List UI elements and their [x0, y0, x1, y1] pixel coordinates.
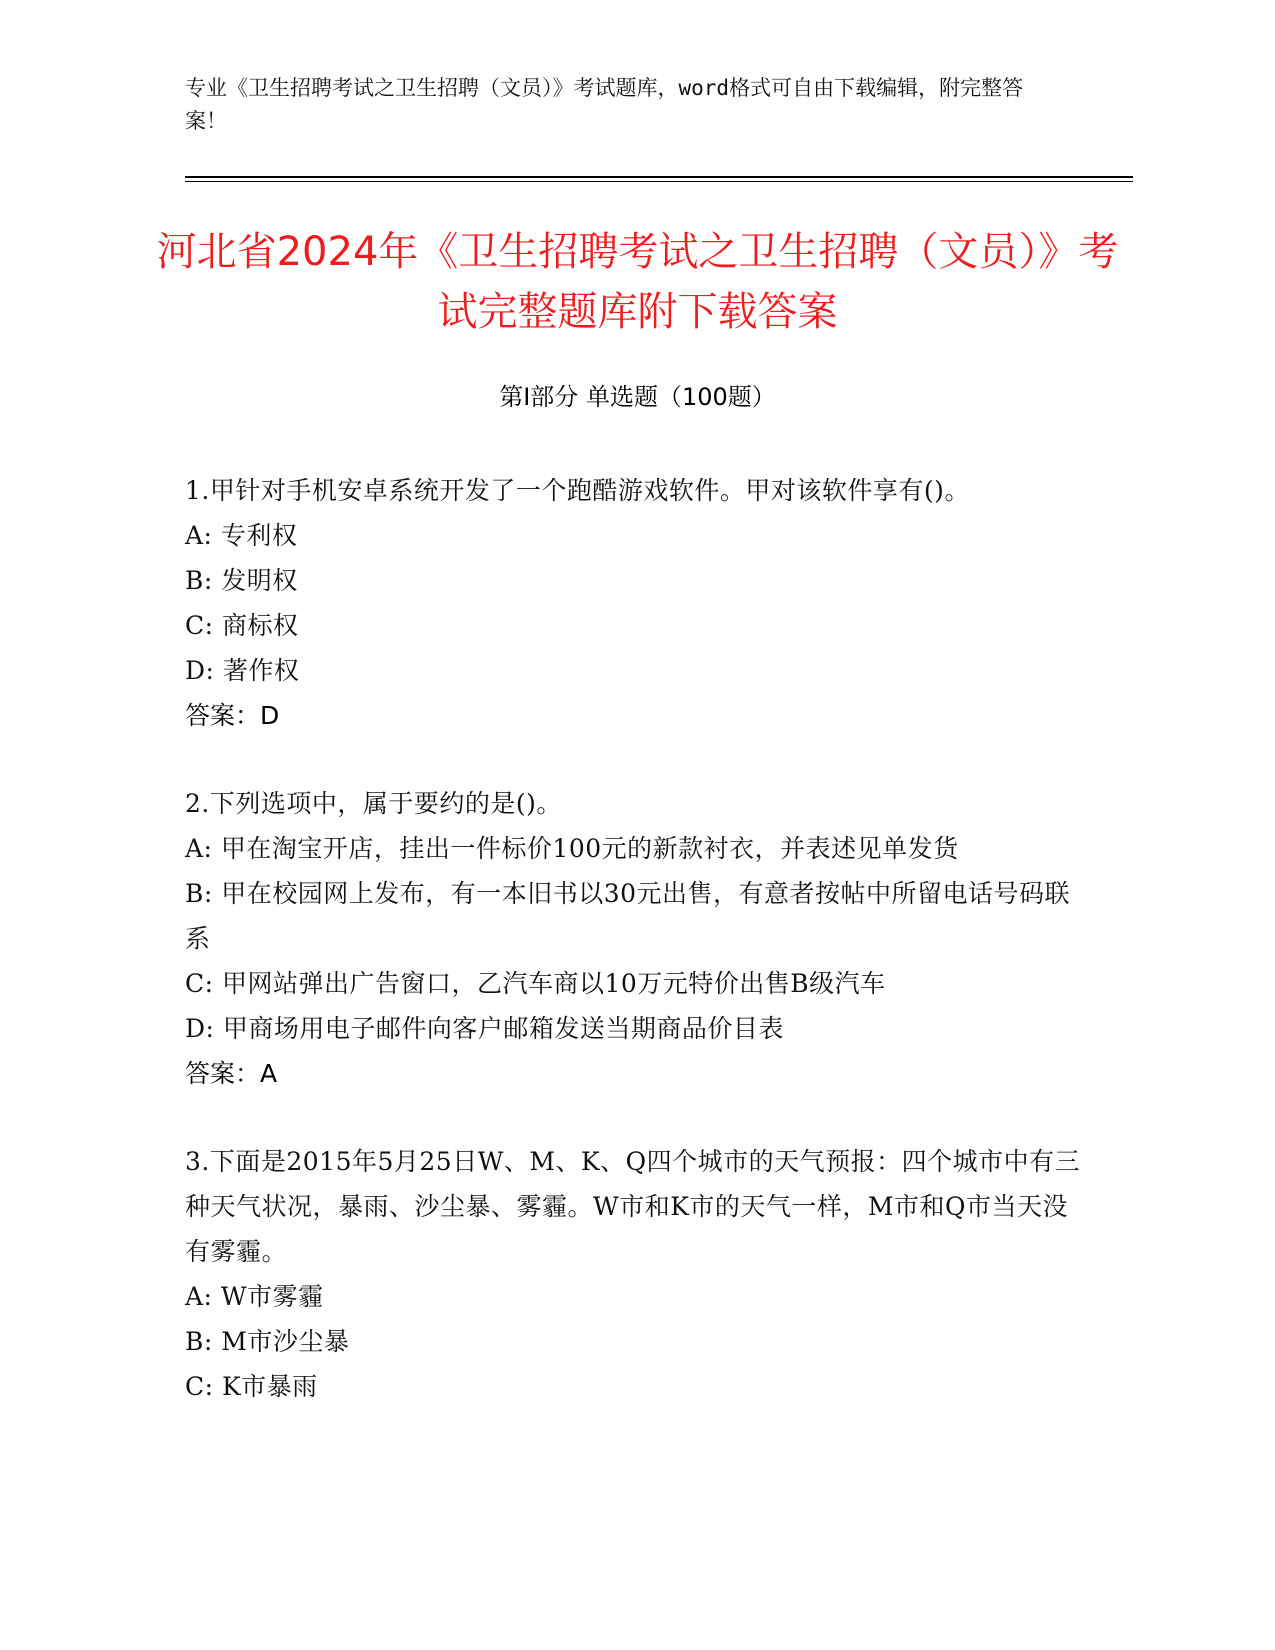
- answer: 答案：A: [185, 1059, 278, 1088]
- header-rule-thin: [185, 181, 1133, 182]
- option-a: A: 甲在淘宝开店，挂出一件标价100元的新款衬衣，并表述见单发货: [185, 834, 959, 863]
- question-stem: 1.甲针对手机安卓系统开发了一个跑酷游戏软件。甲对该软件享有()。: [185, 476, 970, 505]
- option-d: D: 著作权: [185, 656, 300, 685]
- question-stem: 3.下面是2015年5月25日W、M、K、Q四个城市的天气预报：四个城市中有三种天气状况，暴雨、沙尘暴、雾霾。W市和K市的天气一样，M市和Q市当天没有雾霾。: [185, 1147, 1081, 1266]
- header-rule-thick: [185, 176, 1133, 178]
- question-list: [185, 468, 1085, 1452]
- section-title: 第I部分 单选题（100题）: [499, 383, 776, 411]
- option-c: C: 甲网站弹出广告窗口，乙汽车商以10万元特价出售B级汽车: [185, 969, 886, 998]
- question-2: [185, 781, 1085, 1096]
- question-1: [185, 468, 1085, 738]
- option-c: C: 商标权: [185, 611, 299, 640]
- question-stem: 2.下列选项中，属于要约的是()。: [185, 789, 562, 818]
- option-d: D: 甲商场用电子邮件向客户邮箱发送当期商品价目表: [185, 1014, 784, 1043]
- option-b: B: M市沙尘暴: [185, 1327, 350, 1356]
- document-title: 河北省2024年《卫生招聘考试之卫生招聘（文员）》考试完整题库附下载答案: [156, 229, 1119, 335]
- header-note: 专业《卫生招聘考试之卫生招聘（文员）》考试题库，word格式可自由下载编辑，附完整答案！: [185, 76, 1024, 133]
- option-a: A: W市雾霾: [185, 1282, 324, 1311]
- option-a: A: 专利权: [185, 521, 298, 550]
- option-b: B: 发明权: [185, 566, 298, 595]
- option-c: C: K市暴雨: [185, 1372, 318, 1401]
- option-b: B: 甲在校园网上发布，有一本旧书以30元出售，有意者按帖中所留电话号码联系: [185, 879, 1071, 953]
- question-3: [185, 1139, 1085, 1409]
- answer: 答案：D: [185, 701, 280, 730]
